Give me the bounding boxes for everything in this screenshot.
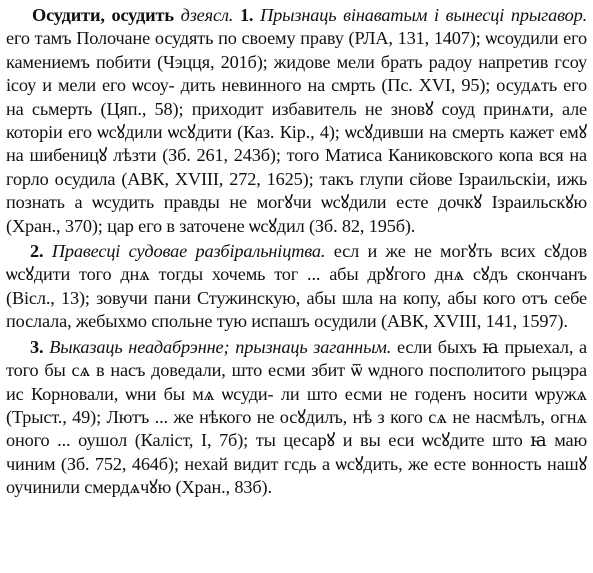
sense-3-body [6, 337, 587, 497]
citation-text: дить невинного на смрть (Пс. XVI, 95); осудѧть его на сьмерть [6, 75, 587, 119]
sense-1-body [6, 5, 587, 236]
citation-text: ѡдного посполитого рыцэра ис Корновали, ѡни бы мѧ ѡсуди- [6, 360, 587, 404]
citation-text: чиним (Зб. 752, 464б); нехай видит гсдь а ѡсꙋдить, же есте [6, 453, 466, 474]
gloss-text: прыгавор. [510, 5, 588, 25]
citation-text: 131, 1407); ѡсоудили его камениемъ побити (Чэцця, 201б); [6, 28, 588, 72]
citation-text: прыехал, а того бы сѧ в насъ доведали, што есми збит ѿ [6, 336, 587, 381]
citation-text: на копу, абы кого отъ себе послала, жебыхмо спольне тую [6, 287, 587, 332]
citation-text: жидове мели брать радоу напретив гсоу ісоу и мели его ѡсоу- [6, 51, 587, 96]
citation-text: его тамъ Полочане осудять по своему праву (РЛА, [6, 28, 393, 49]
citation-text: вонность нашꙋ оучинили смердѧчꙋю (Хран., 83б). [6, 453, 588, 498]
sense-number-1: 1. [239, 5, 254, 25]
entry-sense-3 [6, 336, 587, 500]
citation-text: 272, 1625); такъ глупи сйове Ізраильскіи, ижь познать а ѡсудить [6, 168, 588, 213]
citation-text: (Цяп., 58); приходит избавитель не зновꙋ соуд принѧти, але [100, 98, 588, 119]
gloss-text: Прызнаць вінаватым і вынесці [260, 5, 505, 25]
grammar-label: дзеясл. [180, 5, 234, 25]
sense-number-3: 3. [30, 336, 44, 357]
headword: Осудити, осудить [32, 5, 174, 25]
citation-text: смерть кажет емꙋ на шибеницꙋ лѣзти (Зб. 261, 243б); того [6, 122, 588, 166]
citation-text: правды не могꙋчи ѡсꙋдили есте дочкꙋ Ізраильскꙋю (Хран., [6, 192, 588, 236]
citation-text: Матиса Каниковского копа вся на горло осудила (АВК, XVIII, [6, 145, 588, 189]
citation-text: испашъ осудили (АВК, XVIII, 141, 1597). [251, 311, 568, 332]
sense-number-2: 2. [30, 241, 44, 262]
citation-text: нѣкого не осꙋдилъ, нѣ з кого сѧ не насмѣлъ, огнѧ оного ... [6, 406, 587, 451]
citation-text: 370); цар его в заточене ѡсꙋдил (Зб. 82, 195б). [64, 215, 416, 236]
citation-text: есл и же не могꙋть всих [325, 241, 536, 262]
citation-text: ли што есми не годенъ носити ѡружѧ (Трыст., 49); Лютъ ... же [6, 383, 587, 427]
citation-text: сꙋдъ скончанъ (Вісл., 13); зовучи пани Стужинскую, абы шла [6, 264, 587, 308]
sense-2-body [6, 241, 587, 331]
entry-sense-1 [6, 4, 587, 238]
gloss-text: Правесці судовае разбіральніцтва. [51, 241, 326, 262]
citation-text: сꙋдов ѡсꙋдити того днѧ тогды хочемь тог ... абы дрꙋгого днѧ [6, 241, 588, 285]
citation-text: которіи его ѡсꙋдили ѡсꙋдити (Каз. Кір., 4); ѡсꙋдивши на [6, 122, 447, 143]
entry-sense-2 [6, 240, 587, 334]
gloss-text: Выказаць неадабрэнне; прызнаць заганным. [49, 336, 392, 357]
citation-text: если быхъ ꙗ [391, 336, 499, 357]
citation-text: оушол (Каліст, І, 7б); ты цесарꙋ и вы еси ѡсꙋдите што ꙗ маю [78, 430, 587, 451]
